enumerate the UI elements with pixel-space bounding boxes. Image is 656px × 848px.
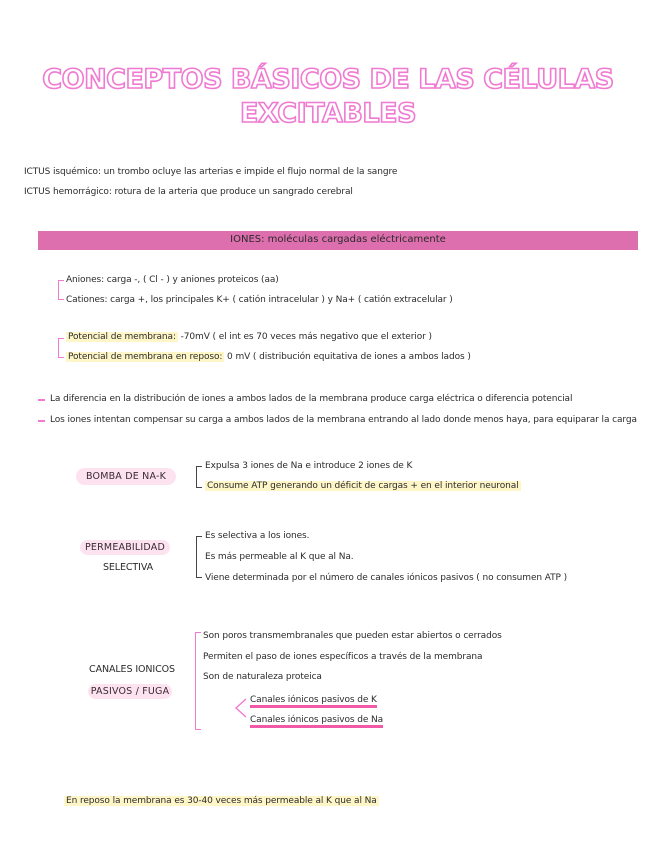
- iones-bracket: [58, 280, 64, 300]
- potencial-membrana-text: -70mV ( el int es 70 veces más negativo que el exterior ): [177, 332, 432, 342]
- canales-label-2: PASIVOS / FUGA: [88, 684, 172, 699]
- canales-item-3: Son de naturaleza proteica: [203, 672, 322, 682]
- bullet-dash-2: [38, 420, 45, 422]
- potencial-reposo-label: Potencial de membrana en reposo:: [68, 352, 223, 362]
- ictus-isquemico: ICTUS isquémico: un trombo ocluye las arterias e impide el flujo normal de la sangre: [24, 167, 398, 177]
- canales-subitem-na: [250, 714, 383, 726]
- footer-note-text: En reposo la membrana es 30-40 veces más permeable al K que al Na: [66, 796, 377, 806]
- bullet-diferencia: La diferencia en la distribución de iones a ambos lados de la membrana produce carga eléctrica o diferencia potencial: [50, 394, 573, 404]
- permeabilidad-label-1: PERMEABILIDAD: [80, 540, 170, 555]
- permeabilidad-item-3: Viene determinada por el número de canales iónicos pasivos ( no consumen ATP ): [205, 573, 568, 583]
- potencial-membrana-label: Potencial de membrana:: [68, 332, 176, 342]
- bomba-bracket: [196, 466, 202, 488]
- permeabilidad-bracket: [196, 536, 202, 578]
- permeabilidad-item-2: Es más permeable al K que al Na.: [205, 552, 354, 562]
- bomba-item-2: [205, 480, 521, 492]
- ictus-hemorragico: ICTUS hemorrágico: rotura de la arteria que produce un sangrado cerebral: [24, 187, 353, 197]
- potencial-membrana: [66, 331, 432, 343]
- canales-item-1: Son poros transmembranales que pueden estar abiertos o cerrados: [203, 631, 502, 641]
- potencial-reposo-text: 0 mV ( distribución equitativa de iones a ambos lados ): [224, 352, 471, 362]
- iones-banner-label: IONES: moléculas cargadas eléctricamente: [230, 234, 446, 245]
- bullet-dash-1: [38, 399, 45, 401]
- page-title-line1: CONCEPTOS BÁSICOS DE LAS CÉLULAS: [42, 64, 614, 95]
- permeabilidad-item-1: Es selectiva a los iones.: [205, 531, 310, 541]
- page-title-line2: EXCITABLES: [239, 98, 417, 129]
- canales-subitem-k: [250, 694, 377, 706]
- cationes-text: Cationes: carga +, los principales K+ ( catión intracelular ) y Na+ ( catión extracelular ): [66, 295, 453, 305]
- potencial-bracket: [58, 338, 64, 358]
- potencial-reposo: [66, 351, 471, 363]
- canales-subitem-k-text: Canales iónicos pasivos de K: [250, 695, 377, 708]
- bomba-label: BOMBA DE NA-K: [76, 468, 176, 485]
- canales-sub-chevron: [234, 698, 248, 718]
- bomba-item-2-text: Consume ATP generando un déficit de cargas + en el interior neuronal: [207, 481, 519, 491]
- aniones-text: Aniones: carga -, ( Cl - ) y aniones proteicos (aa): [66, 275, 279, 285]
- canales-item-2: Permiten el paso de iones específicos a través de la membrana: [203, 652, 483, 662]
- bomba-item-1: Expulsa 3 iones de Na e introduce 2 iones de K: [205, 461, 413, 471]
- permeabilidad-label-2: SELECTIVA: [102, 562, 154, 573]
- footer-note: [64, 795, 379, 807]
- canales-label-1: CANALES IONICOS: [89, 664, 175, 675]
- canales-bracket: [195, 632, 201, 730]
- iones-banner: [38, 231, 638, 250]
- bullet-compensar: Los iones intentan compensar su carga a ambos lados de la membrana entrando al lado donde menos haya, para equiparar la carga: [50, 415, 637, 425]
- canales-subitem-na-text: Canales iónicos pasivos de Na: [250, 715, 383, 728]
